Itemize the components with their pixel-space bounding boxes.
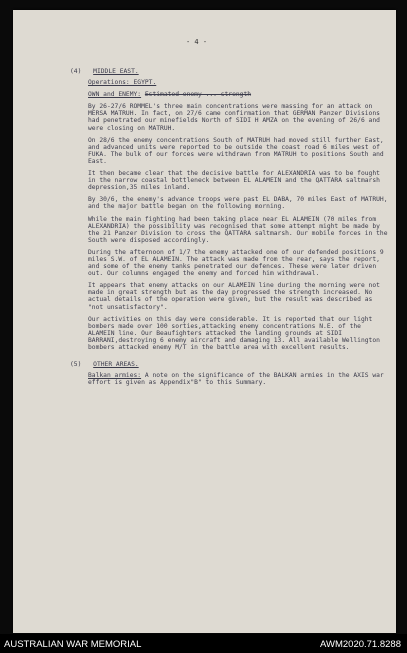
paragraph: It then became clear that the decisive battle for ALEXANDRIA was to be fought in the narrow coastal bottleneck between EL ALAMEIN and the QATTARA saltmarsh depression,35 miles inland.: [88, 170, 380, 192]
document-body: [70, 68, 388, 391]
footer-bar: [0, 634, 407, 653]
balkan-text: A note on the significance of the BALKAN armies in the AXIS war effort is given as Appendix"B" to this Summary.: [88, 372, 384, 387]
page-number: - 4 -: [186, 38, 208, 46]
section-5-heading: [70, 361, 388, 368]
section-4-number: (4): [70, 68, 82, 75]
struck-text: Estimated enemy ... strength: [144, 91, 252, 99]
paragraph: By 30/6, the enemy's advance troops were past EL DABA, 70 miles East of MATRUH, and the major battle began on the following morning.: [88, 196, 388, 211]
section-5-number: (5): [70, 361, 82, 369]
paragraph: Our activities on this day were considerable. It is reported that our light bombers made over 100 sorties,attacking enemy concentrations N.E. of the ALAMEIN line. Our Beaufighters attacked the landing grounds at SIDI BARRANI,destroying 6 enemy aircraft and damaging 13. All available Wellington bombers attacked enemy M/T in the battle area with excellent results.: [88, 315, 380, 351]
footer-source: AUSTRALIAN WAR MEMORIAL: [4, 639, 142, 650]
section-4-heading: [70, 68, 388, 75]
paragraph: During the afternoon of 1/7 the enemy attacked one of our defended positions 9 miles S.W. of EL ALAMEIN. The attack was made from the rear, says the report, and some of the enemy tanks penetrated our defences. These were later driven out. Our columns engaged the enemy and forced him withdrawal.: [88, 248, 384, 278]
paragraph: By 26-27/6 ROMMEL's three main concentrations were massing for an attack on MERSA MATRUH. In fact, on 27/6 came confirmation that GERMAN Panzer Divisions had penetrated our minefields North of SIDI H AMZA on the evening of 26/6 and were closing on MATRUH.: [88, 103, 380, 132]
footer-accession-id: AWM2020.71.8288: [320, 639, 401, 650]
section-4-title: MIDDLE EAST.: [93, 68, 139, 75]
document-page: [13, 10, 396, 633]
section-5-title: OTHER AREAS.: [93, 361, 139, 369]
own-enemy-label: OWN and ENEMY:: [88, 91, 142, 99]
section-4-subtitle: Operations: EGYPT.: [88, 79, 157, 87]
paragraph: On 28/6 the enemy concentrations South of MATRUH had moved still further East, and advanced units were reported to be outside the coast road 6 miles west of FUKA. The bulk of our forces were withdrawn from MATRUH to positions South and East.: [88, 136, 384, 165]
balkan-label: Balkan armies:: [88, 372, 142, 380]
paragraph: While the main fighting had been taking place near EL ALAMEIN (70 miles from ALEXANDRIA) the possibility was recognised that some attempt might be made by the 21 Panzer Division to cross the QATTARA saltmarsh. Our mobile forces in the South were disposed accordingly.: [88, 215, 388, 244]
paragraph: It appears that enemy attacks on our ALAMEIN line during the morning were not made in great strength but as the day progressed the strength increased. No actual details of the operation were given, but the result was described as "not unsatisfactory".: [88, 282, 380, 311]
